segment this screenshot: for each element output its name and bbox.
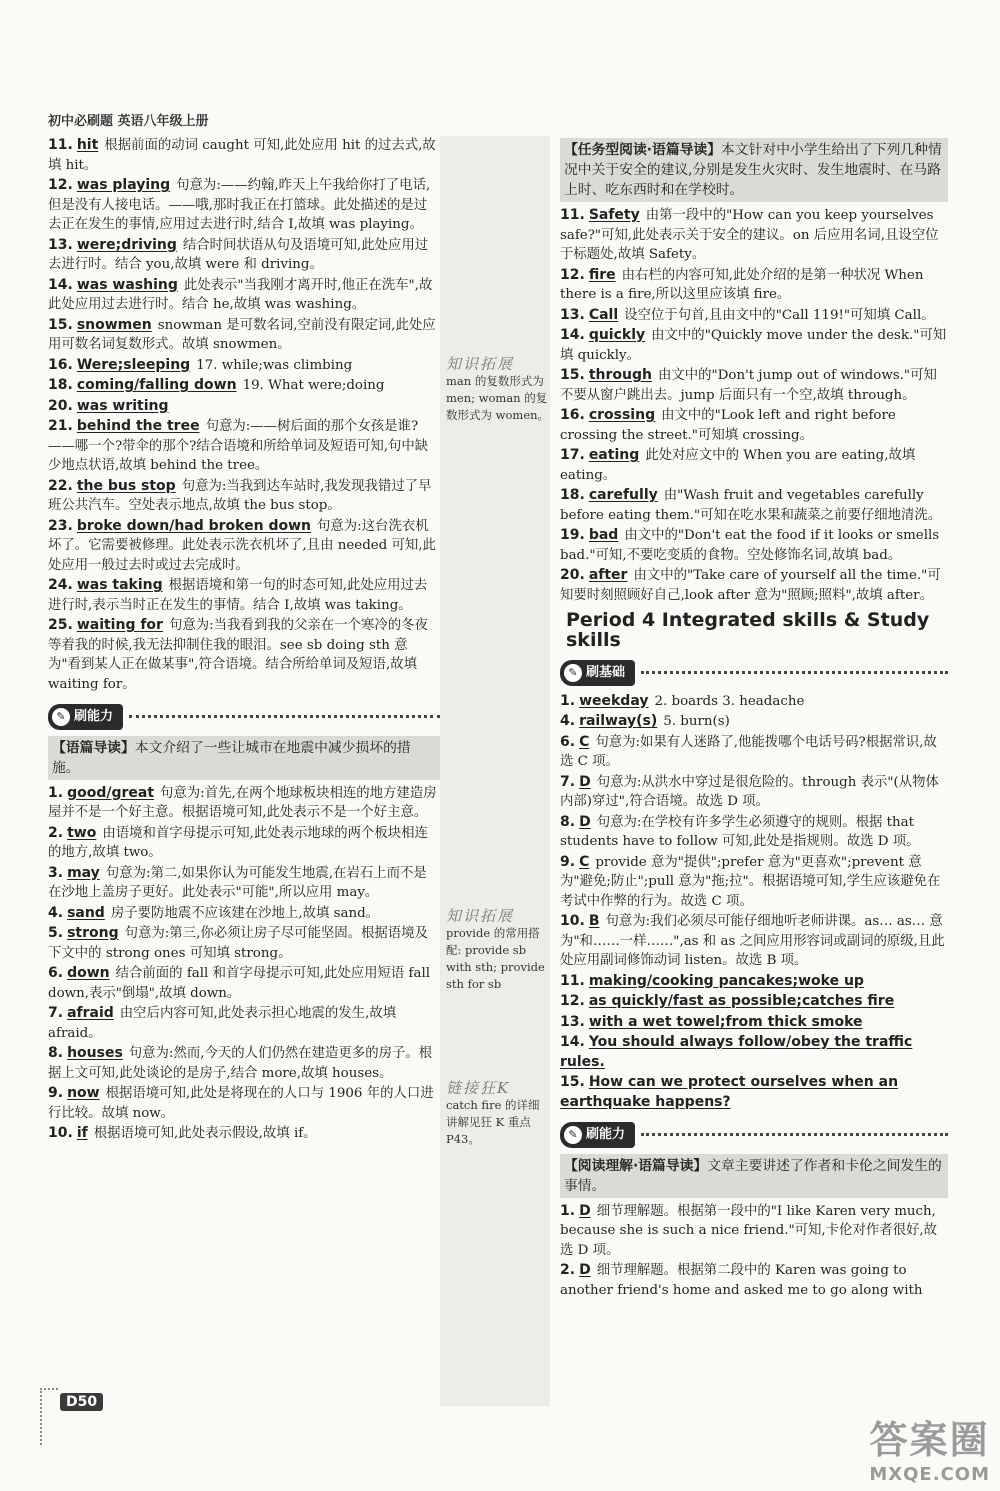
item-explanation: 句意为:第三,你必须让房子尽可能坚固。根据语境及下文中的 strong ones 可知填 strong。 bbox=[48, 926, 428, 961]
dotted-divider bbox=[129, 715, 440, 718]
item-explanation: 房子要防地震不应该建在沙地上,故填 sand。 bbox=[110, 905, 380, 921]
sidebar-note-title: 链接狂K bbox=[446, 1079, 511, 1097]
item-answer: good/great bbox=[67, 784, 155, 801]
answer-item bbox=[560, 206, 948, 265]
item-number: 10. bbox=[48, 1125, 73, 1141]
right-answers-2 bbox=[560, 692, 948, 1113]
sidebar-note-title: 知识拓展 bbox=[446, 355, 515, 373]
item-number: 10. bbox=[560, 913, 585, 929]
answer-item bbox=[48, 824, 440, 863]
item-answer: with a wet towel;from thick smoke bbox=[588, 1013, 863, 1030]
item-explanation: 句意为:然而,今天的人们仍然在建造更多的房子。根据上文可知,此处谈论的是房子,结合 more,故填 houses。 bbox=[48, 1046, 433, 1081]
item-number: 18. bbox=[48, 377, 73, 393]
item-explanation: 句意为:——约翰,昨天上午我给你打了电话,但是没有人接电话。——哦,那时我正在打篮球。此处描述的是过去正在发生的事情,应用过去进行时,结合 I,故填 was playing。 bbox=[48, 178, 431, 232]
pencil-icon: ✎ bbox=[52, 708, 70, 726]
item-answer: making/cooking pancakes;woke up bbox=[588, 972, 864, 989]
item-answer: quickly bbox=[588, 327, 646, 343]
item-number: 22. bbox=[48, 477, 73, 494]
answer-item bbox=[560, 366, 948, 405]
ability-badge bbox=[48, 704, 123, 730]
item-number: 11. bbox=[560, 207, 585, 223]
watermark-logo bbox=[869, 1409, 990, 1485]
item-answer: hit bbox=[76, 137, 99, 153]
watermark-url: MXQE.COM bbox=[869, 1464, 990, 1485]
item-explanation: 由文中的"Look left and right before crossing the street."可知填 crossing。 bbox=[560, 408, 896, 443]
answer-item bbox=[560, 1073, 948, 1112]
item-explanation: 此处表示"当我刚才离开时,他正在洗车",故此处应用过去进行时。结合 he,故填 was washing。 bbox=[48, 277, 433, 312]
item-answer: D bbox=[579, 813, 591, 830]
item-explanation: 结合前面的 fall 和首字母提示可知,此处应用短语 fall down,表示"倒塌",故填 down。 bbox=[48, 966, 431, 1001]
item-answer: Call bbox=[588, 306, 619, 323]
item-answer: strong bbox=[67, 925, 119, 941]
item-answer: Were;sleeping bbox=[76, 356, 191, 373]
item-explanation: 细节理解题。根据第二段中的 Karen was going to another friend's home and asked me to go along with bbox=[560, 1263, 923, 1298]
item-explanation: 句意为:当我看到我的父亲在一个寒冷的冬夜等着我的时候,我无法抑制住我的眼泪。see sb doing sth 意为"看到某人正在做某事",符合语境。结合所给单词及短语,故填 waiting for。 bbox=[48, 618, 428, 692]
page-number: D50 bbox=[60, 1393, 103, 1411]
item-number: 8. bbox=[48, 1045, 64, 1061]
item-number: 23. bbox=[48, 517, 73, 534]
answer-item bbox=[48, 276, 440, 315]
item-number: 11. bbox=[560, 972, 585, 989]
item-answer: D bbox=[579, 1262, 591, 1278]
item-answer: You should always follow/obey the traffic rules. bbox=[560, 1034, 913, 1070]
answer-item bbox=[48, 517, 440, 576]
guide-text: 文章主要讲述了作者和卡伦之间发生的事情。 bbox=[564, 1157, 942, 1194]
item-explanation: 根据前面的动词 caught 可知,此处应用 hit 的过去式,故填 hit。 bbox=[48, 138, 436, 173]
dotted-divider bbox=[641, 671, 948, 674]
item-answer: now bbox=[67, 1085, 100, 1101]
item-number: 6. bbox=[560, 733, 576, 750]
answer-item bbox=[560, 1013, 948, 1033]
item-explanation: 由文中的"Quickly move under the desk."可知填 quickly。 bbox=[560, 328, 947, 363]
item-explanation: 由语境和首字母提示可知,此处表示地球的两个板块相连的地方,故填 two。 bbox=[48, 825, 428, 860]
answer-item bbox=[48, 616, 440, 694]
answer-item bbox=[560, 712, 948, 732]
answer-item bbox=[560, 733, 948, 772]
item-number: 24. bbox=[48, 577, 73, 593]
answer-item bbox=[560, 566, 948, 605]
item-explanation: 句意为:这台洗衣机坏了。它需要被修理。此处表示洗衣机坏了,且由 needed 可知,此处应用一般过去时或过去完成时。 bbox=[48, 518, 436, 573]
item-answer: broke down/had broken down bbox=[76, 517, 311, 534]
answer-item bbox=[560, 992, 948, 1012]
item-answer: sand bbox=[67, 904, 105, 921]
item-explanation: 句意为:——树后面的那个女孩是谁?——哪一个?带伞的那个?结合语境和所给单词及短语可知,句中缺少地点状语,故填 behind the tree。 bbox=[48, 419, 429, 473]
item-number: 7. bbox=[560, 773, 576, 790]
item-answer: may bbox=[67, 864, 100, 881]
item-explanation: 句意为:当我到达车站时,我发现我错过了早班公共汽车。空处表示地点,故填 the bus stop。 bbox=[48, 478, 432, 513]
item-number: 1. bbox=[48, 784, 64, 801]
guide-title: 【任务型阅读·语篇导读】 bbox=[564, 142, 722, 158]
item-number: 14. bbox=[48, 276, 73, 293]
ability-label: 刷能力 bbox=[74, 709, 114, 724]
item-number: 7. bbox=[48, 1005, 64, 1021]
item-number: 21. bbox=[48, 418, 73, 434]
answer-item bbox=[560, 1261, 948, 1300]
item-explanation: 由第一段中的"How can you keep yourselves safe?"可知,此处表示关于安全的建议。on 后应用名词,且设空位于标题处,故填 Safety。 bbox=[560, 208, 939, 262]
item-number: 12. bbox=[560, 993, 585, 1009]
answer-item bbox=[48, 576, 440, 615]
sidebar-note-text: provide 的常用搭配: provide sb with sth; provide sth for sb bbox=[446, 926, 545, 991]
item-answer: D bbox=[579, 773, 591, 790]
sidebar-note-text: catch fire 的详细讲解见狂 K 重点 P43。 bbox=[446, 1098, 540, 1146]
item-number: 13. bbox=[560, 306, 585, 323]
answer-item bbox=[560, 1202, 948, 1261]
item-answer: was washing bbox=[76, 276, 178, 293]
right-answers-1 bbox=[560, 206, 948, 605]
item-answer: bad bbox=[588, 527, 619, 543]
item-number: 2. bbox=[48, 824, 64, 841]
left-guide bbox=[48, 736, 440, 780]
item-answer: if bbox=[76, 1125, 88, 1141]
right-answers-3 bbox=[560, 1202, 948, 1301]
item-number: 5. bbox=[48, 925, 64, 941]
item-explanation: 设空位于句首,且由文中的"Call 119!"可知填 Call。 bbox=[624, 307, 935, 323]
left-answers-2 bbox=[48, 784, 440, 1144]
item-explanation: 句意为:我们必须尽可能仔细地听老师讲课。as… as… 意为"和……一样……",as 和 as 之间应用形容词或副词的原级,且此处应用副词修饰动词 listen。故选 B 项。 bbox=[560, 914, 945, 968]
item-answer: crossing bbox=[588, 407, 656, 423]
basic-label: 刷基础 bbox=[586, 665, 626, 680]
item-explanation: 由文中的"Take care of yourself all the time."可知要时刻照顾好自己,look after 意为"照顾;照料",故填 after。 bbox=[560, 568, 941, 603]
item-explanation: 句意为:在学校有许多学生必须遵守的规则。根据 that students have to follow 可知,此处是指规则。故选 D 项。 bbox=[560, 814, 920, 849]
item-explanation: 2. boards 3. headache bbox=[654, 693, 805, 709]
answer-item bbox=[48, 1044, 440, 1083]
item-number: 9. bbox=[48, 1085, 64, 1101]
right-guide bbox=[560, 138, 948, 202]
left-column bbox=[48, 136, 440, 1145]
item-answer: the bus stop bbox=[76, 477, 176, 494]
item-answer: B bbox=[588, 913, 600, 929]
answer-item bbox=[48, 397, 440, 417]
item-number: 6. bbox=[48, 965, 64, 981]
item-answer: houses bbox=[67, 1045, 123, 1061]
item-answer: snowmen bbox=[76, 316, 152, 333]
answer-item bbox=[560, 326, 948, 365]
answer-item bbox=[48, 1004, 440, 1043]
item-number: 16. bbox=[48, 356, 73, 373]
item-answer: weekday bbox=[579, 692, 649, 709]
answer-item bbox=[48, 904, 440, 924]
section-basic bbox=[560, 660, 948, 686]
item-explanation: 句意为:如果有人迷路了,他能拨哪个电话号码?根据常识,故选 C 项。 bbox=[560, 734, 937, 769]
item-number: 15. bbox=[560, 1074, 585, 1090]
item-answer: behind the tree bbox=[76, 418, 200, 434]
item-number: 8. bbox=[560, 813, 576, 830]
item-number: 19. bbox=[560, 527, 585, 543]
item-answer: C bbox=[579, 853, 590, 870]
item-explanation: 此处对应文中的 When you are eating,故填 eating。 bbox=[560, 448, 916, 483]
item-answer: How can we protect ourselves when an earthquake happens? bbox=[560, 1074, 899, 1110]
item-answer: was playing bbox=[76, 177, 171, 193]
item-answer: waiting for bbox=[76, 617, 163, 633]
item-number: 14. bbox=[560, 1034, 585, 1050]
item-number: 12. bbox=[560, 266, 585, 283]
item-number: 1. bbox=[560, 1202, 576, 1219]
item-number: 14. bbox=[560, 327, 585, 343]
item-answer: afraid bbox=[67, 1005, 114, 1021]
item-number: 4. bbox=[48, 904, 64, 921]
left-answers-1 bbox=[48, 136, 440, 694]
answer-item bbox=[48, 316, 440, 355]
item-explanation: 19. What were;doing bbox=[242, 378, 385, 393]
answer-item bbox=[48, 176, 440, 235]
item-answer: after bbox=[588, 567, 628, 583]
item-answer: was writing bbox=[76, 397, 169, 414]
item-explanation: 由"Wash fruit and vegetables carefully before eating them."可知在吃水果和蔬菜之前要仔细地清洗。 bbox=[560, 488, 942, 523]
item-number: 25. bbox=[48, 617, 73, 633]
page-corner-decoration bbox=[40, 1388, 58, 1445]
item-answer: D bbox=[579, 1202, 591, 1219]
item-answer: C bbox=[579, 733, 590, 750]
ability-badge bbox=[560, 1122, 635, 1148]
item-number: 20. bbox=[560, 567, 585, 583]
item-number: 9. bbox=[560, 853, 576, 870]
basic-badge bbox=[560, 660, 635, 686]
item-explanation: 由右栏的内容可知,此处介绍的是第一种状况 When there is a fire,所以这里应该填 fire。 bbox=[560, 267, 924, 302]
item-number: 13. bbox=[48, 236, 73, 253]
guide-title: 【阅读理解·语篇导读】 bbox=[564, 1157, 708, 1174]
answer-item bbox=[560, 853, 948, 912]
item-number: 11. bbox=[48, 137, 73, 153]
item-number: 12. bbox=[48, 177, 73, 193]
answer-item bbox=[48, 864, 440, 903]
item-number: 13. bbox=[560, 1013, 585, 1030]
item-number: 15. bbox=[48, 316, 73, 333]
answer-item bbox=[560, 972, 948, 992]
pencil-icon: ✎ bbox=[564, 664, 582, 682]
item-explanation: 句意为:从洪水中穿过是很危险的。through 表示"(从物体内部)穿过",符合语境。故选 D 项。 bbox=[560, 774, 939, 809]
answer-item bbox=[560, 773, 948, 812]
item-answer: carefully bbox=[588, 487, 658, 503]
ability-label: 刷能力 bbox=[586, 1127, 626, 1142]
item-number: 15. bbox=[560, 367, 585, 383]
answer-item bbox=[560, 1033, 948, 1072]
item-explanation: 5. burn(s) bbox=[663, 714, 730, 729]
guide-text: 本文介绍了一些让城市在地震中减少损坏的措施。 bbox=[52, 739, 411, 776]
answer-item bbox=[48, 924, 440, 963]
item-answer: coming/falling down bbox=[76, 377, 237, 393]
item-number: 3. bbox=[48, 864, 64, 881]
answer-item bbox=[560, 306, 948, 326]
item-answer: railway(s) bbox=[579, 713, 658, 729]
item-answer: fire bbox=[588, 266, 616, 283]
sidebar-note-text: man 的复数形式为 men; woman 的复数形式为 women。 bbox=[446, 374, 550, 422]
answer-item bbox=[48, 236, 440, 275]
item-explanation: 17. while;was climbing bbox=[196, 357, 353, 373]
item-number: 16. bbox=[560, 407, 585, 423]
item-explanation: 句意为:首先,在两个地球板块相连的地方建造房屋并不是一个好主意。根据语境可知,此处表示不是一个好主意。 bbox=[48, 785, 437, 820]
item-answer: down bbox=[67, 965, 110, 981]
answer-item bbox=[560, 692, 948, 712]
answer-item bbox=[48, 1084, 440, 1123]
item-answer: through bbox=[588, 367, 652, 383]
answer-item bbox=[560, 486, 948, 525]
answer-item bbox=[48, 356, 440, 376]
sidebar-note-3 bbox=[446, 1080, 550, 1148]
item-explanation: 细节理解题。根据第一段中的"I like Karen very much, because she is such a nice friend."可知,卡伦对作者很好,故选 D 项。 bbox=[560, 1203, 938, 1258]
answer-item bbox=[48, 417, 440, 476]
sidebar-note-title: 知识拓展 bbox=[446, 907, 515, 925]
item-explanation: 由空后内容可知,此处表示担心地震的发生,故填 afraid。 bbox=[48, 1006, 397, 1041]
item-answer: two bbox=[67, 824, 97, 841]
period-title: Period 4 Integrated skills & Study skills bbox=[566, 609, 930, 651]
section-ability-left bbox=[48, 704, 440, 730]
item-answer: eating bbox=[588, 447, 640, 463]
item-number: 2. bbox=[560, 1262, 576, 1278]
guide-title: 【语篇导读】 bbox=[52, 739, 135, 756]
item-number: 20. bbox=[48, 397, 73, 414]
answer-item bbox=[560, 446, 948, 485]
item-explanation: 句意为:第二,如果你认为可能发生地震,在岩石上而不是在沙地上盖房子更好。此处表示"可能",所以应用 may。 bbox=[48, 865, 427, 900]
watermark-text: 答案圈 bbox=[869, 1418, 990, 1462]
item-number: 4. bbox=[560, 713, 576, 729]
item-explanation: 结合时间状语从句及语境可知,此处应用过去进行时。结合 you,故填 were 和 driving。 bbox=[48, 237, 429, 272]
item-number: 1. bbox=[560, 692, 576, 709]
page-header: 初中必刷题 英语八年级上册 bbox=[48, 114, 209, 129]
answer-item bbox=[560, 526, 948, 565]
guide-text: 本文针对中小学生给出了下列几种情况中关于安全的建议,分别是发生火灾时、发生地震时、在马路上时、吃东西时和在学校时。 bbox=[564, 142, 942, 198]
item-answer: was taking bbox=[76, 577, 163, 593]
answer-item bbox=[48, 1124, 440, 1144]
answer-item bbox=[560, 266, 948, 305]
item-explanation: 根据语境可知,此处表示假设,故填 if。 bbox=[93, 1126, 317, 1141]
answer-item bbox=[48, 136, 440, 175]
item-number: 18. bbox=[560, 487, 585, 503]
answer-item bbox=[48, 784, 440, 823]
right-column bbox=[560, 138, 948, 1301]
item-answer: Safety bbox=[588, 207, 640, 223]
item-explanation: snowman 是可数名词,空前没有限定词,此处应用可数名词复数形式。故填 snowmen。 bbox=[48, 317, 436, 352]
item-explanation: 根据语境和第一句的时态可知,此处应用过去进行时,表示当时正在发生的事情。结合 I,故填 was taking。 bbox=[48, 578, 428, 613]
answer-item bbox=[560, 912, 948, 971]
sidebar-note-1 bbox=[446, 356, 550, 424]
item-answer: were;driving bbox=[76, 236, 177, 253]
item-explanation: 由文中的"Don't jump out of windows."可知不要从窗户跳出去。jump 后面只有一个空,故填 through。 bbox=[560, 368, 937, 403]
item-explanation: 根据语境可知,此处是将现在的人口与 1906 年的人口进行比较。故填 now。 bbox=[48, 1086, 434, 1121]
answer-item bbox=[48, 477, 440, 516]
sidebar-note-2 bbox=[446, 908, 550, 993]
answer-item bbox=[560, 813, 948, 852]
answer-item bbox=[560, 406, 948, 445]
answer-item bbox=[48, 376, 440, 396]
item-number: 17. bbox=[560, 447, 585, 463]
item-explanation: provide 意为"提供";prefer 意为"更喜欢";prevent 意为"避免;防止";pull 意为"拖;拉"。根据语境可知,学生应该避免在考试中作弊的行为。故选 C 项。 bbox=[560, 854, 941, 909]
right-guide-2 bbox=[560, 1154, 948, 1198]
pencil-icon: ✎ bbox=[564, 1126, 582, 1144]
dotted-divider bbox=[641, 1133, 948, 1136]
section-ability-right bbox=[560, 1122, 948, 1148]
answer-item bbox=[48, 964, 440, 1003]
item-answer: as quickly/fast as possible;catches fire bbox=[588, 993, 895, 1009]
sidebar-strip bbox=[440, 136, 550, 1406]
item-explanation: 由文中的"Don't eat the food if it looks or smells bad."可知,不要吃变质的食物。空处修饰名词,故填 bad。 bbox=[560, 528, 940, 563]
